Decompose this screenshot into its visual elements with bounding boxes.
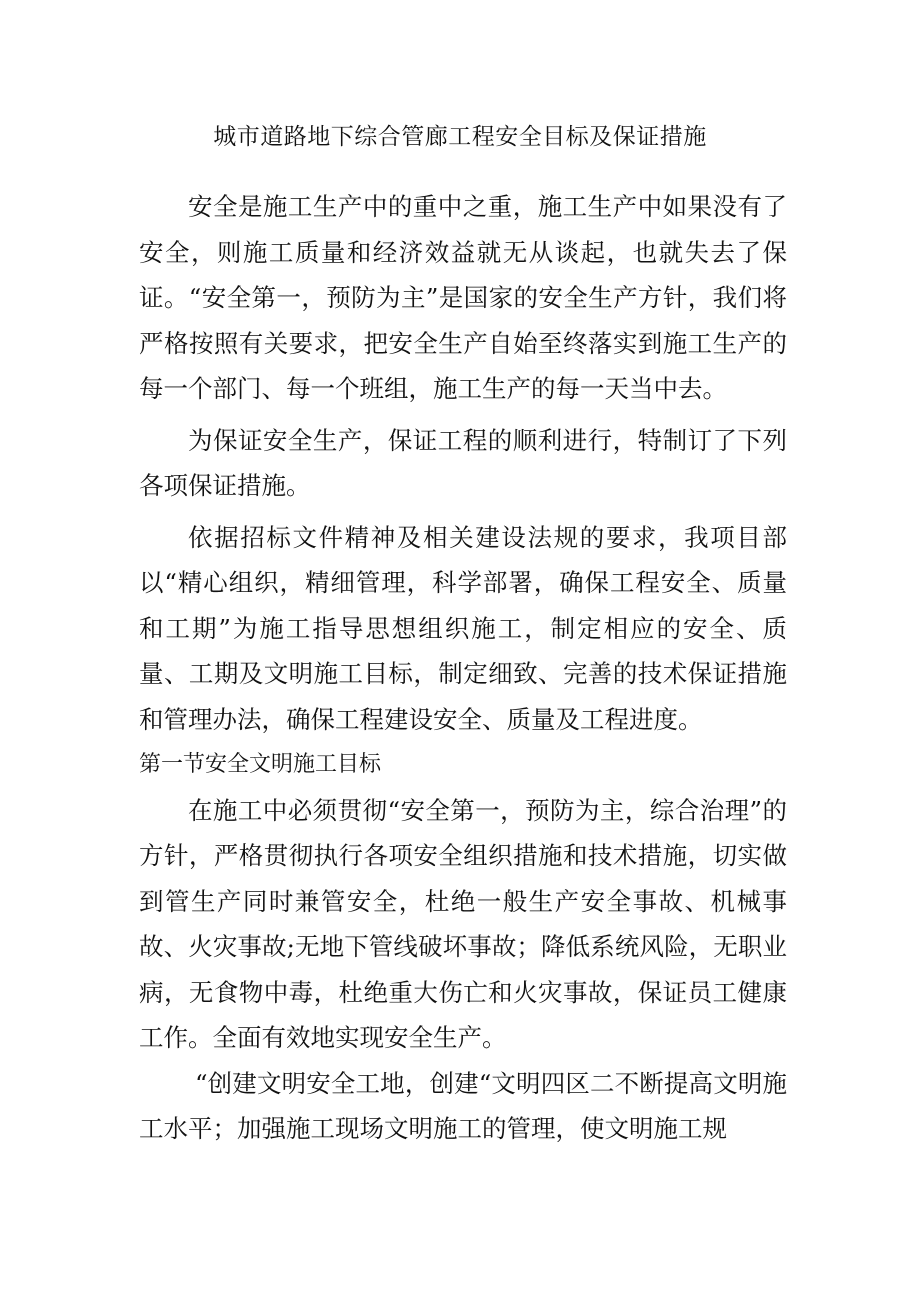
paragraph-guiding-principle: 依据招标文件精神及相关建设法规的要求，我项目部以“精心组织，精细管理，科学部署，确保工程安全、质量和工期”为施工指导思想组织施工，制定相应的安全、质量、工期及文明施工目标，制定细致、完善的技术保证措施和管理办法，确保工程建设安全、质量及工程进度。 (139, 522, 787, 734)
paragraph-safety-importance: 安全是施工生产中的重中之重，施工生产中如果没有了安全，则施工质量和经济效益就无从谈起，也就失去了保证。“安全第一，预防为主”是国家的安全生产方针，我们将严格按照有关要求，把安全生产自始至终落实到施工生产的每一个部门、每一个班组，施工生产的每一天当中去。 (139, 192, 787, 403)
document-body (139, 184, 787, 1152)
document-title: 城市道路地下综合管廊工程安全目标及保证措施 (213, 124, 707, 150)
paragraph-safety-goals: 在施工中必须贯彻“安全第一，预防为主，综合治理”的方针，严格贯彻执行各项安全组织措施和技术措施，切实做到管生产同时兼管安全，杜绝一般生产安全事故、机械事故、火灾事故;无地下管线破坏事故；降低系统风险，无职业病，无食物中毒，杜绝重大伤亡和火灾事故，保证员工健康工作。全面有效地实现安全生产。 (139, 795, 787, 1052)
paragraph-civilized-construction: “创建文明安全工地，创建“文明四区二不断提高文明施工水平；加强施工现场文明施工的管理，使文明施工规 (139, 1068, 787, 1143)
section-heading: 第一节安全文明施工目标 (139, 752, 382, 777)
paragraph-guarantee-measures: 为保证安全生产，保证工程的顺利进行，特制订了下列各项保证措施。 (139, 425, 787, 500)
